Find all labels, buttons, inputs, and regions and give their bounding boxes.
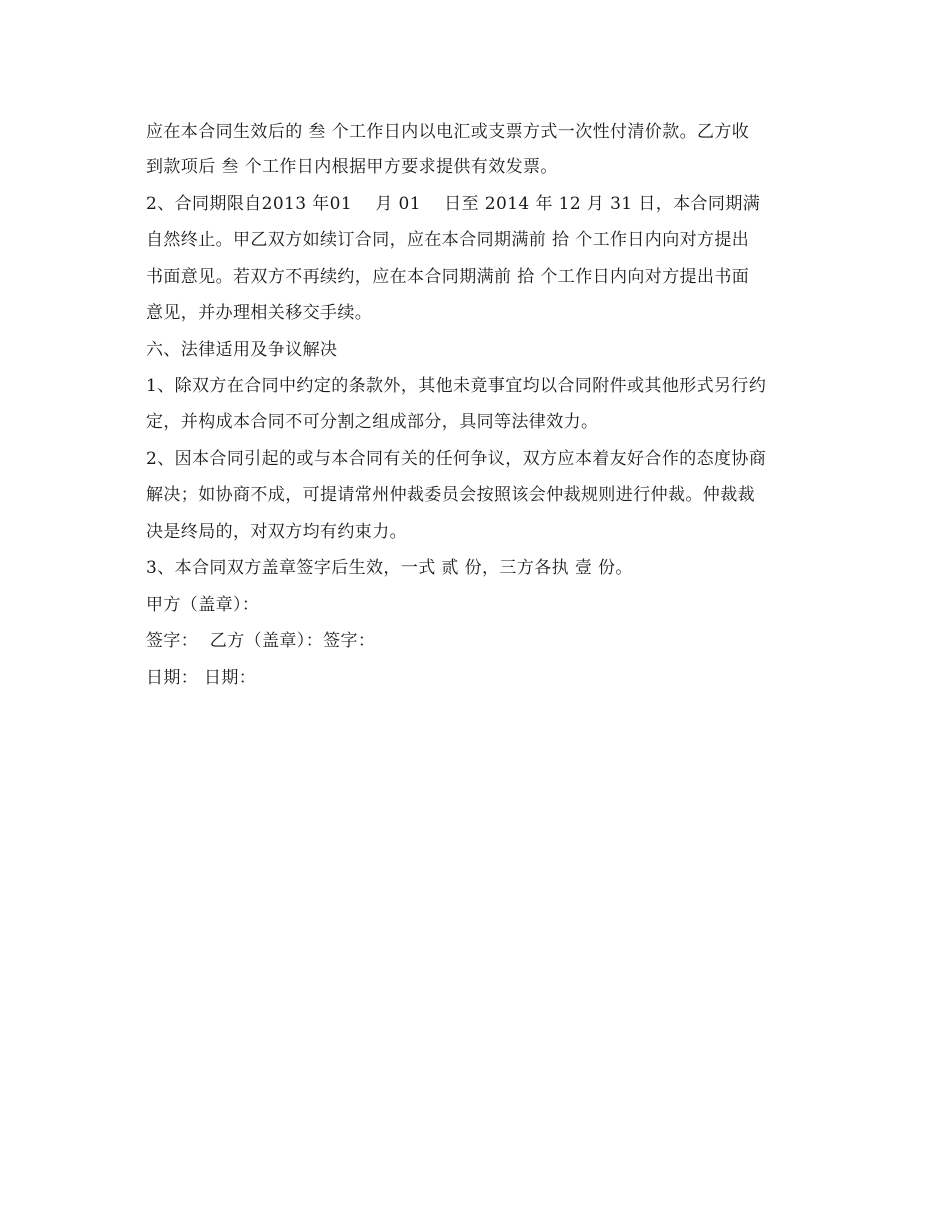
clause-1-line-1: 1、除双方在合同中约定的条款外，其他未竟事宜均以合同附件或其他形式另行约	[146, 376, 767, 396]
date-line: 日期： 日期：	[146, 668, 257, 688]
clause-2-line-1: 2、因本合同引起的或与本合同有关的任何争议，双方应本着友好合作的态度协商	[146, 449, 767, 469]
payment-terms-line-1: 应在本合同生效后的 叁 个工作日内以电汇或支票方式一次性付清价款。乙方收	[146, 122, 750, 142]
clause-2-line-2: 解决；如协商不成，可提请常州仲裁委员会按照该会仲裁规则进行仲裁。仲裁裁	[146, 485, 755, 505]
clause-3-line-1: 3、本合同双方盖章签字后生效，一式 贰 份，三方各执 壹 份。	[146, 558, 633, 578]
section-heading-law-disputes: 六、法律适用及争议解决	[146, 340, 338, 360]
contract-term-line-2: 自然终止。甲乙双方如续订合同，应在本合同期满前 拾 个工作日内向对方提出	[146, 230, 750, 250]
contract-term-line-3: 书面意见。若双方不再续约，应在本合同期满前 拾 个工作日内向对方提出书面	[146, 267, 750, 287]
payment-terms-line-2: 到款项后 叁 个工作日内根据甲方要求提供有效发票。	[146, 157, 558, 177]
contract-term-line-1: 2、合同期限自2013 年01 月 01 日至 2014 年 12 月 31 日，本合同期满	[146, 194, 761, 214]
signature-line: 签字： 乙方（盖章）：签字：	[146, 631, 376, 651]
clause-2-line-3: 决是终局的，对双方均有约束力。	[146, 522, 407, 542]
contract-term-line-4: 意见，并办理相关移交手续。	[146, 303, 373, 323]
party-a-seal-line: 甲方（盖章）：	[146, 595, 260, 615]
clause-1-line-2: 定，并构成本合同不可分割之组成部分，具同等法律效力。	[146, 412, 599, 432]
